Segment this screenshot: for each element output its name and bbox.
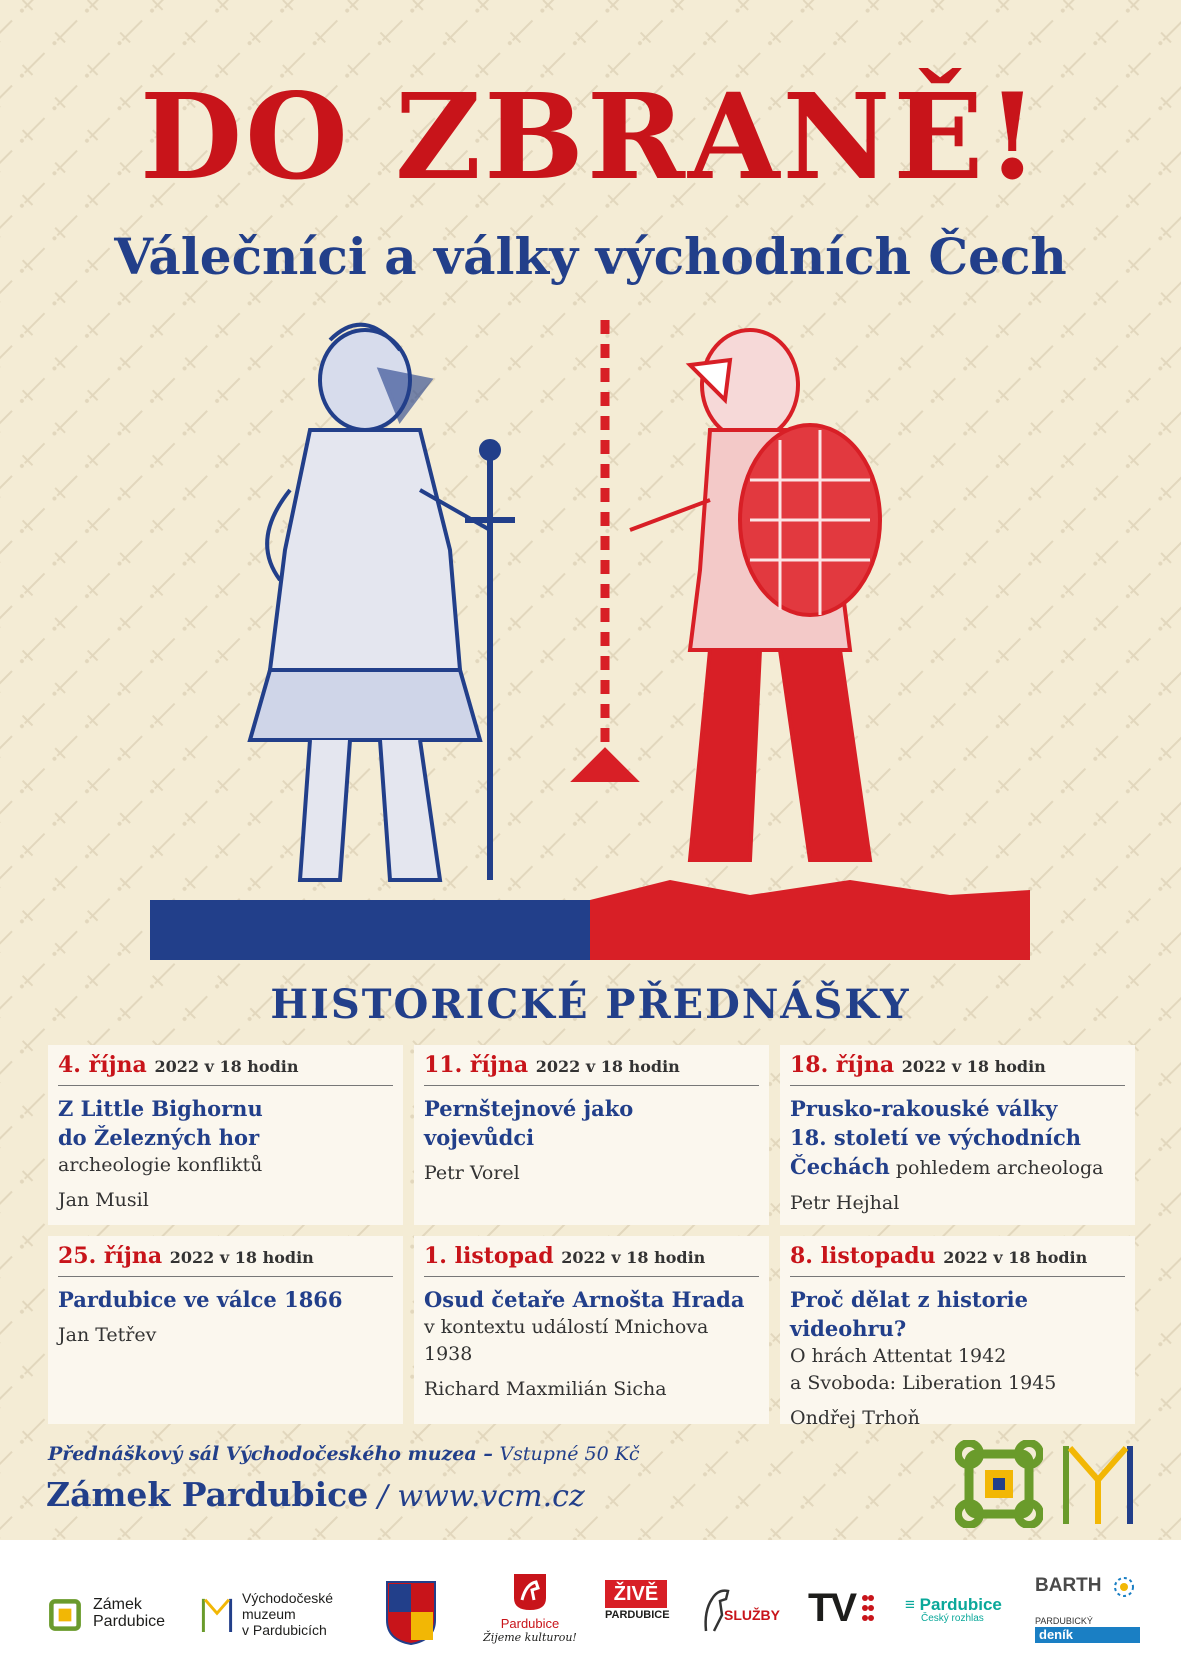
lecture-speaker: Jan Musil — [58, 1189, 149, 1211]
barth-sun-icon — [1113, 1576, 1135, 1598]
sponsor-sluzby: SLUŽBY — [700, 1585, 780, 1641]
lecture-card — [780, 1045, 1135, 1225]
lecture-title: Proč dělat z historie videohru? — [790, 1287, 1029, 1341]
zamek-pardubice-logo — [955, 1440, 1043, 1528]
red-knight — [575, 320, 880, 860]
lecture-date: 25. října 2022 v 18 hodin — [58, 1242, 393, 1277]
knights-illustration — [150, 320, 1030, 960]
tv-dots-icon — [862, 1594, 874, 1630]
lecture-speaker: Richard Maxmilián Sicha — [424, 1378, 667, 1400]
lecture-subtitle: v kontextu událostí Mnichova 1938 — [424, 1316, 709, 1365]
lecture-date: 11. října 2022 v 18 hodin — [424, 1051, 759, 1086]
sponsor-pardubicky-denik: PARDUBICKÝ deník — [1035, 1616, 1140, 1652]
lecture-speaker: Petr Hejhal — [790, 1192, 900, 1214]
pardubice-horse-icon — [512, 1572, 548, 1612]
sponsor-cesky-rozhlas: ≡ Pardubice Český rozhlas — [905, 1595, 1002, 1624]
poster-subtitle: Válečníci a války východních Čech — [114, 227, 1067, 286]
location: Zámek Pardubice / www.vcm.cz — [46, 1475, 585, 1514]
lecture-title: Pernštejnové jako vojevůdci — [424, 1096, 634, 1150]
lecture-date: 8. listopadu 2022 v 18 hodin — [790, 1242, 1125, 1277]
muzeum-logo — [1058, 1440, 1138, 1528]
lecture-title: Z Little Bighornu do Železných hor — [58, 1096, 263, 1150]
lecture-speaker: Ondřej Trhoň — [790, 1407, 920, 1429]
blue-knight — [250, 325, 515, 880]
lecture-date: 1. listopad 2022 v 18 hodin — [424, 1242, 759, 1277]
sponsor-zamek: Zámek Pardubice — [45, 1590, 185, 1640]
sponsor-tv: TV — [808, 1586, 878, 1636]
section-heading: HISTORICKÉ PŘEDNÁŠKY — [270, 981, 911, 1028]
lecture-speaker: Jan Tetřev — [58, 1324, 157, 1346]
lecture-date: 18. října 2022 v 18 hodin — [790, 1051, 1125, 1086]
sponsor-footer — [0, 1540, 1181, 1680]
lecture-subtitle: O hrách Attentat 1942 a Svoboda: Liberation 1945 — [790, 1345, 1057, 1394]
lecture-speaker: Petr Vorel — [424, 1162, 520, 1184]
kraj-coat-of-arms-icon — [385, 1580, 437, 1646]
sponsor-muzeum: Východočeské muzeum v Pardubicích — [200, 1590, 355, 1640]
lecture-subtitle: archeologie konfliktů — [58, 1154, 263, 1176]
lecture-card — [48, 1045, 403, 1225]
lecture-card — [780, 1236, 1135, 1429]
blue-ground — [150, 900, 590, 960]
lecture-card — [414, 1236, 769, 1424]
lecture-title: Pardubice ve válce 1866 — [58, 1287, 343, 1312]
lecture-date: 4. října 2022 v 18 hodin — [58, 1051, 393, 1086]
sponsor-pardubice-city: Pardubice Žijeme kulturou! — [475, 1572, 585, 1652]
lecture-card — [414, 1045, 769, 1225]
sponsor-zive-pardubice: ŽIVĚ PARDUBICE — [605, 1580, 667, 1644]
muzeum-icon — [200, 1595, 234, 1635]
lecture-title: Osud četaře Arnošta Hrada — [424, 1287, 745, 1312]
website-link[interactable]: www.vcm.cz — [397, 1479, 585, 1514]
zamek-icon — [45, 1595, 85, 1635]
red-ground — [590, 880, 1030, 960]
lecture-card — [48, 1236, 403, 1424]
venue-info: Přednáškový sál Východočeského muzea – Vstupné 50 Kč — [48, 1443, 640, 1465]
lecture-title: Prusko-rakouské války 18. století ve východních Čechách pohledem archeologa — [790, 1096, 1104, 1179]
sponsor-barth: BARTH — [1035, 1576, 1145, 1606]
poster-title: DO ZBRANĚ! — [139, 67, 1042, 206]
